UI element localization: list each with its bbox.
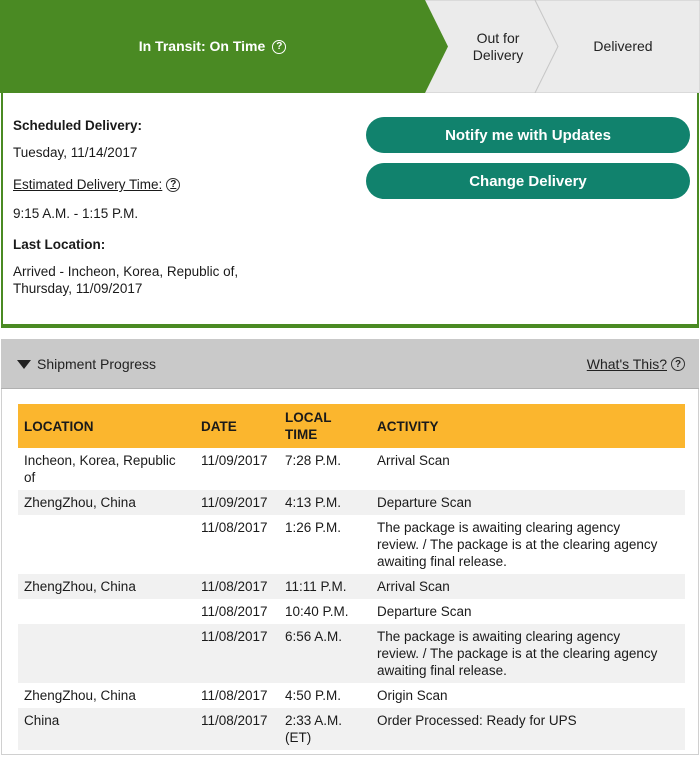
row-time: 4:13 P.M. [285,495,342,510]
table-row [18,624,685,683]
table-row [18,574,685,599]
row-date: 11/08/2017 [201,604,268,619]
column-header-local-time [279,404,371,448]
shipment-progress-toggle[interactable] [17,339,156,389]
estimated-delivery-time-link[interactable] [13,177,180,192]
stage-in-transit-label: In Transit: On Time [138,38,266,55]
row-activity: Departure Scan [377,604,472,619]
table-header-row [18,404,685,448]
delivery-progress-bar [0,0,700,93]
help-icon[interactable]: ? [671,357,685,371]
row-location: ZhengZhou, China [24,495,136,510]
row-date: 11/09/2017 [201,495,268,510]
row-time: 4:50 P.M. [285,688,342,703]
table-row [18,490,685,515]
stage-delivered [560,0,686,93]
column-header-local-time-text: LOCAL TIME [285,410,332,442]
table-row [18,515,685,574]
row-date: 11/08/2017 [201,713,268,728]
whats-this-link[interactable] [587,339,685,389]
help-icon[interactable]: ? [272,40,286,54]
last-location-value-line1: Arrived - Incheon, Korea, Republic of, [13,264,239,279]
column-header-activity: ACTIVITY [377,418,439,434]
row-activity: Departure Scan [377,495,472,510]
scheduled-delivery-value: Tuesday, 11/14/2017 [13,145,138,160]
row-date: 11/08/2017 [201,520,268,535]
column-header-location: LOCATION [24,418,94,434]
change-delivery-button[interactable]: Change Delivery [366,163,690,199]
last-location-value-line2: Thursday, 11/09/2017 [13,281,143,296]
table-row [18,708,685,750]
row-location [18,624,195,683]
table-row [18,599,685,624]
row-location: China [24,713,60,728]
row-activity: Arrival Scan [377,453,450,468]
row-activity: Arrival Scan [377,579,450,594]
shipment-progress-title: Shipment Progress [37,356,157,372]
column-header-date: DATE [201,418,237,434]
row-activity: The package is awaiting clearing agency review. / The package is at the clearing agency awaiting final release. [377,520,658,569]
stage-out-for-delivery-label-line1: Out for [476,29,520,46]
delivery-details-panel [1,93,699,328]
notify-updates-button[interactable]: Notify me with Updates [366,117,690,153]
row-time: 2:33 A.M. (ET) [285,713,343,745]
row-time: 7:28 P.M. [285,453,342,468]
stage-delivered-label: Delivered [593,38,653,55]
shipment-progress-body [1,389,699,755]
estimated-delivery-time-label[interactable]: Estimated Delivery Time: [13,177,163,192]
row-activity: Origin Scan [377,688,448,703]
stage-out-for-delivery [448,0,548,93]
row-time: 1:26 P.M. [285,520,342,535]
row-date: 11/09/2017 [201,453,268,468]
whats-this-label[interactable]: What's This? [586,356,667,372]
stage-in-transit [0,0,425,93]
row-location: Incheon, Korea, Republic of [24,453,176,485]
row-location: ZhengZhou, China [24,688,136,703]
row-activity: The package is awaiting clearing agency review. / The package is at the clearing agency awaiting final release. [377,629,658,678]
row-time: 10:40 P.M. [285,604,349,619]
shipment-progress-table [18,404,685,750]
row-location [18,599,195,624]
last-location-label: Last Location: [13,237,106,252]
row-time: 11:11 P.M. [285,579,347,594]
stage-out-for-delivery-label-line2: Delivery [472,46,524,63]
row-location [18,515,195,574]
table-row [18,683,685,708]
row-date: 11/08/2017 [201,579,268,594]
table-row [18,448,685,490]
estimated-delivery-time-value: 9:15 A.M. - 1:15 P.M. [13,206,139,221]
shipment-progress-header[interactable] [1,339,699,389]
help-icon[interactable]: ? [166,178,180,192]
row-location: ZhengZhou, China [24,579,136,594]
caret-down-icon[interactable] [17,360,31,369]
row-date: 11/08/2017 [201,688,268,703]
row-time: 6:56 A.M. [285,629,343,644]
row-date: 11/08/2017 [201,629,268,644]
scheduled-delivery-label: Scheduled Delivery: [13,118,143,133]
row-activity: Order Processed: Ready for UPS [377,713,577,728]
